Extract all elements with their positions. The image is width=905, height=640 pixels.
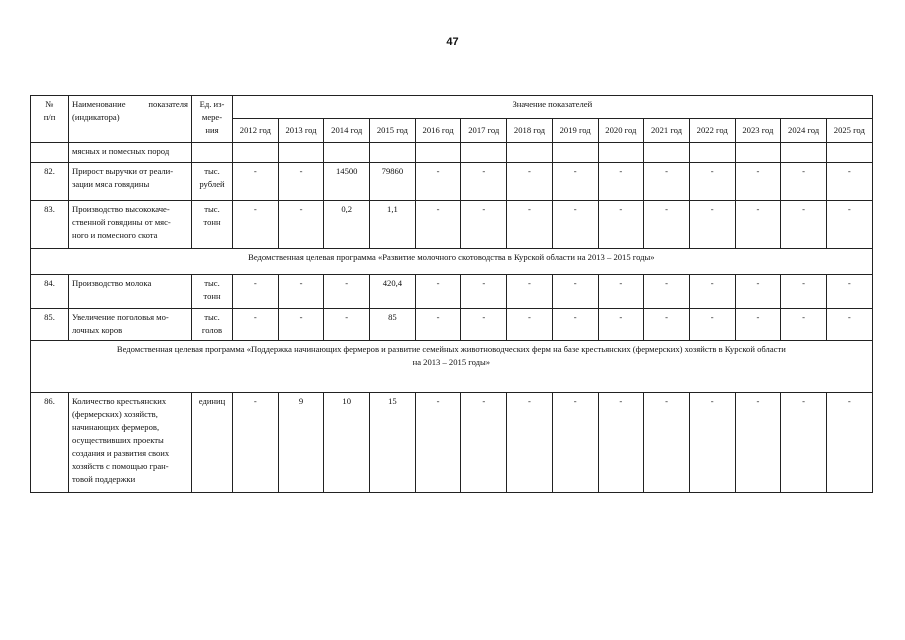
value-cell: - — [735, 201, 781, 249]
value-cell: 0,2 — [324, 201, 370, 249]
program-group-row — [31, 249, 873, 275]
value-cell: - — [735, 309, 781, 341]
year-header: 2016 год — [415, 119, 461, 143]
value-cell: - — [826, 275, 872, 309]
value-cell — [507, 143, 553, 163]
value-cell: - — [461, 309, 507, 341]
value-cell — [826, 143, 872, 163]
cell-num: 84. — [31, 275, 69, 309]
value-cell: - — [324, 275, 370, 309]
value-cell: - — [507, 275, 553, 309]
cell-name: Прирост выручки от реали- зации мяса говядины — [69, 163, 192, 201]
cell-name: Производство высококаче- ственной говядины от мяс- ного и помесного скота — [69, 201, 192, 249]
value-cell — [644, 143, 690, 163]
value-cell: - — [507, 309, 553, 341]
value-cell — [415, 143, 461, 163]
value-cell: - — [735, 393, 781, 493]
year-header: 2021 год — [644, 119, 690, 143]
value-cell — [278, 143, 324, 163]
year-header: 2020 год — [598, 119, 644, 143]
value-cell: - — [415, 163, 461, 201]
value-cell: 85 — [370, 309, 416, 341]
value-cell: - — [644, 309, 690, 341]
table-row — [31, 309, 873, 341]
value-cell: 79860 — [370, 163, 416, 201]
value-cell: - — [552, 309, 598, 341]
cell-name: мясных и помесных пород — [69, 143, 192, 163]
cell-unit: тыс. тонн — [192, 201, 233, 249]
value-cell: - — [735, 163, 781, 201]
value-cell — [552, 143, 598, 163]
value-cell: - — [552, 275, 598, 309]
value-cell: - — [415, 275, 461, 309]
value-cell — [461, 143, 507, 163]
year-header: 2017 год — [461, 119, 507, 143]
value-cell: - — [781, 309, 827, 341]
cell-num: 82. — [31, 163, 69, 201]
cell-unit: тыс. тонн — [192, 275, 233, 309]
value-cell: - — [781, 393, 827, 493]
cell-name: Увеличение поголовья мо- лочных коров — [69, 309, 192, 341]
value-cell: - — [507, 163, 553, 201]
value-cell: - — [644, 201, 690, 249]
year-header: 2015 год — [370, 119, 416, 143]
cell-unit: единиц — [192, 393, 233, 493]
value-cell — [598, 143, 644, 163]
header-num: № п/п — [31, 96, 69, 143]
value-cell: 10 — [324, 393, 370, 493]
value-cell: - — [826, 163, 872, 201]
value-cell: - — [415, 309, 461, 341]
year-header: 2024 год — [781, 119, 827, 143]
table-row — [31, 275, 873, 309]
year-header: 2014 год — [324, 119, 370, 143]
page-number: 47 — [446, 36, 459, 48]
value-cell: - — [233, 393, 279, 493]
cell-name: Количество крестьянских (фермерских) хозяйств, начинающих фермеров, осуществивших проекты создания и развития своих хозяйств с помощью гран- товой поддержки — [69, 393, 192, 493]
value-cell: - — [278, 309, 324, 341]
table-row — [31, 393, 873, 493]
program-group-row — [31, 341, 873, 393]
value-cell: - — [781, 275, 827, 309]
value-cell: - — [598, 201, 644, 249]
value-cell — [689, 143, 735, 163]
value-cell: - — [415, 201, 461, 249]
value-cell — [735, 143, 781, 163]
cell-num — [31, 143, 69, 163]
value-cell: - — [233, 163, 279, 201]
value-cell: 420,4 — [370, 275, 416, 309]
value-cell: - — [826, 393, 872, 493]
year-header: 2012 год — [233, 119, 279, 143]
value-cell: - — [552, 201, 598, 249]
table-row — [31, 201, 873, 249]
value-cell: 9 — [278, 393, 324, 493]
value-cell: - — [461, 275, 507, 309]
value-cell: - — [644, 275, 690, 309]
cell-unit — [192, 143, 233, 163]
program-title: Ведомственная целевая программа «Развитие молочного скотоводства в Курской области на 2013 – 2015 годы» — [31, 249, 873, 275]
value-cell — [324, 143, 370, 163]
year-header: 2019 год — [552, 119, 598, 143]
value-cell: - — [278, 201, 324, 249]
header-name: Наименование показателя (индикатора) — [69, 96, 192, 143]
value-cell: - — [689, 275, 735, 309]
value-cell: - — [598, 309, 644, 341]
value-cell: - — [461, 201, 507, 249]
value-cell: - — [552, 393, 598, 493]
value-cell: - — [598, 393, 644, 493]
value-cell: - — [781, 163, 827, 201]
value-cell — [370, 143, 416, 163]
value-cell — [233, 143, 279, 163]
value-cell: - — [461, 393, 507, 493]
year-header: 2018 год — [507, 119, 553, 143]
table-row — [31, 163, 873, 201]
value-cell: - — [278, 275, 324, 309]
value-cell: - — [689, 201, 735, 249]
value-cell: - — [598, 163, 644, 201]
value-cell: 15 — [370, 393, 416, 493]
header-row — [31, 96, 873, 119]
table-body — [31, 96, 873, 493]
cell-unit: тыс. голов — [192, 309, 233, 341]
value-cell: - — [415, 393, 461, 493]
year-header: 2022 год — [689, 119, 735, 143]
program-title: Ведомственная целевая программа «Поддержка начинающих фермеров и развитие семейных животноводческих ферм на базе крестьянских (фермерских) хозяйств в Курской области на 2013 – 2015 годы» — [31, 341, 873, 393]
value-cell: - — [826, 309, 872, 341]
value-cell: - — [461, 163, 507, 201]
value-cell: - — [233, 309, 279, 341]
value-cell: 14500 — [324, 163, 370, 201]
cell-unit: тыс. рублей — [192, 163, 233, 201]
value-cell: 1,1 — [370, 201, 416, 249]
cell-name: Производство молока — [69, 275, 192, 309]
value-cell: - — [644, 393, 690, 493]
indicators-table — [30, 95, 873, 493]
value-cell: - — [735, 275, 781, 309]
header-values: Значение показателей — [233, 96, 873, 119]
value-cell: - — [689, 393, 735, 493]
value-cell: - — [278, 163, 324, 201]
cell-num: 85. — [31, 309, 69, 341]
value-cell: - — [552, 163, 598, 201]
value-cell: - — [233, 275, 279, 309]
value-cell: - — [689, 309, 735, 341]
value-cell: - — [598, 275, 644, 309]
year-header: 2025 год — [826, 119, 872, 143]
cell-num: 86. — [31, 393, 69, 493]
value-cell: - — [324, 309, 370, 341]
value-cell: - — [781, 201, 827, 249]
value-cell: - — [233, 201, 279, 249]
value-cell: - — [689, 163, 735, 201]
cell-num: 83. — [31, 201, 69, 249]
value-cell: - — [507, 201, 553, 249]
value-cell: - — [644, 163, 690, 201]
value-cell — [781, 143, 827, 163]
table-row — [31, 143, 873, 163]
value-cell: - — [507, 393, 553, 493]
value-cell: - — [826, 201, 872, 249]
year-header: 2013 год — [278, 119, 324, 143]
year-header: 2023 год — [735, 119, 781, 143]
header-unit: Ед. из- мере- ния — [192, 96, 233, 143]
